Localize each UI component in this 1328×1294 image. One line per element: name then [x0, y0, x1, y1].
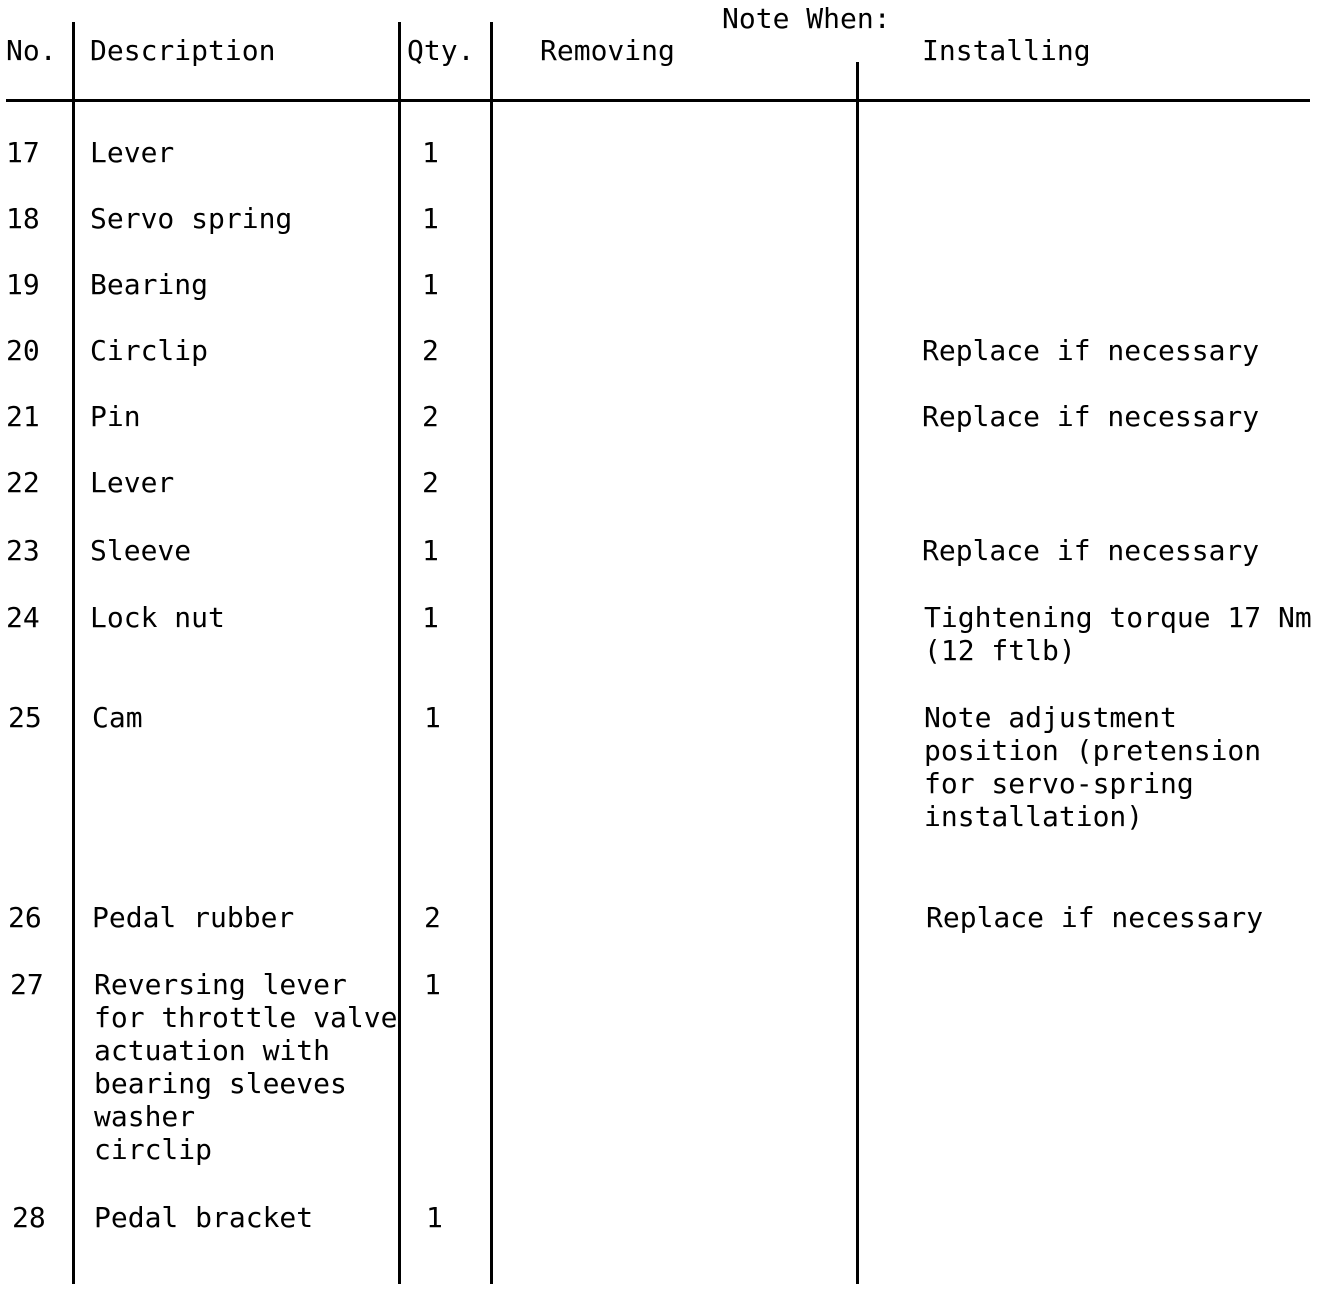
- row-26-no: 26: [8, 901, 42, 934]
- row-23-no: 23: [6, 534, 40, 567]
- row-23-qty: 1: [422, 534, 439, 567]
- row-21-installing-note: Replace if necessary: [922, 400, 1260, 433]
- header-note-when: Note When:: [722, 2, 891, 35]
- row-20-no: 20: [6, 334, 40, 367]
- row-23-installing-note: Replace if necessary: [922, 534, 1260, 567]
- row-26-qty: 2: [424, 901, 441, 934]
- row-23-description: Sleeve: [90, 534, 192, 567]
- row-20-description: Circlip: [90, 334, 209, 367]
- row-19-description: Bearing: [90, 268, 209, 301]
- row-18-qty: 1: [422, 202, 439, 235]
- header-no: No.: [6, 34, 57, 67]
- row-27-description: Reversing lever for throttle valve actuation with bearing sleeves washer circlip: [94, 968, 398, 1166]
- column-divider-removing: [856, 62, 859, 1284]
- row-24-description: Lock nut: [90, 601, 225, 634]
- row-20-qty: 2: [422, 334, 439, 367]
- row-18-no: 18: [6, 202, 40, 235]
- column-divider-description: [398, 22, 401, 1284]
- row-28-qty: 1: [426, 1201, 443, 1234]
- row-21-no: 21: [6, 400, 40, 433]
- row-27-qty: 1: [424, 968, 441, 1001]
- row-21-qty: 2: [422, 400, 439, 433]
- row-28-no: 28: [12, 1201, 46, 1234]
- row-25-qty: 1: [424, 701, 441, 734]
- row-22-qty: 2: [422, 466, 439, 499]
- row-25-description: Cam: [92, 701, 143, 734]
- column-divider-no: [72, 22, 75, 1284]
- header-rule: [6, 99, 1310, 102]
- header-qty: Qty.: [407, 34, 475, 67]
- header-removing: Removing: [540, 34, 675, 67]
- row-25-installing-note: Note adjustment position (pretension for servo-spring installation): [924, 701, 1262, 833]
- row-25-no: 25: [8, 701, 42, 734]
- row-19-qty: 1: [422, 268, 439, 301]
- row-21-description: Pin: [90, 400, 141, 433]
- row-22-no: 22: [6, 466, 40, 499]
- row-20-installing-note: Replace if necessary: [922, 334, 1260, 367]
- row-17-no: 17: [6, 136, 40, 169]
- row-24-qty: 1: [422, 601, 439, 634]
- row-17-description: Lever: [90, 136, 175, 169]
- row-28-description: Pedal bracket: [94, 1201, 314, 1234]
- row-27-no: 27: [10, 968, 44, 1001]
- header-installing: Installing: [922, 34, 1091, 67]
- row-22-description: Lever: [90, 466, 175, 499]
- row-19-no: 19: [6, 268, 40, 301]
- row-26-description: Pedal rubber: [92, 901, 295, 934]
- row-26-installing-note: Replace if necessary: [926, 901, 1264, 934]
- column-divider-qty: [490, 22, 493, 1284]
- row-17-qty: 1: [422, 136, 439, 169]
- row-24-no: 24: [6, 601, 40, 634]
- row-18-description: Servo spring: [90, 202, 293, 235]
- header-description: Description: [90, 34, 276, 67]
- row-24-installing-note: Tightening torque 17 Nm (12 ftlb): [924, 601, 1312, 667]
